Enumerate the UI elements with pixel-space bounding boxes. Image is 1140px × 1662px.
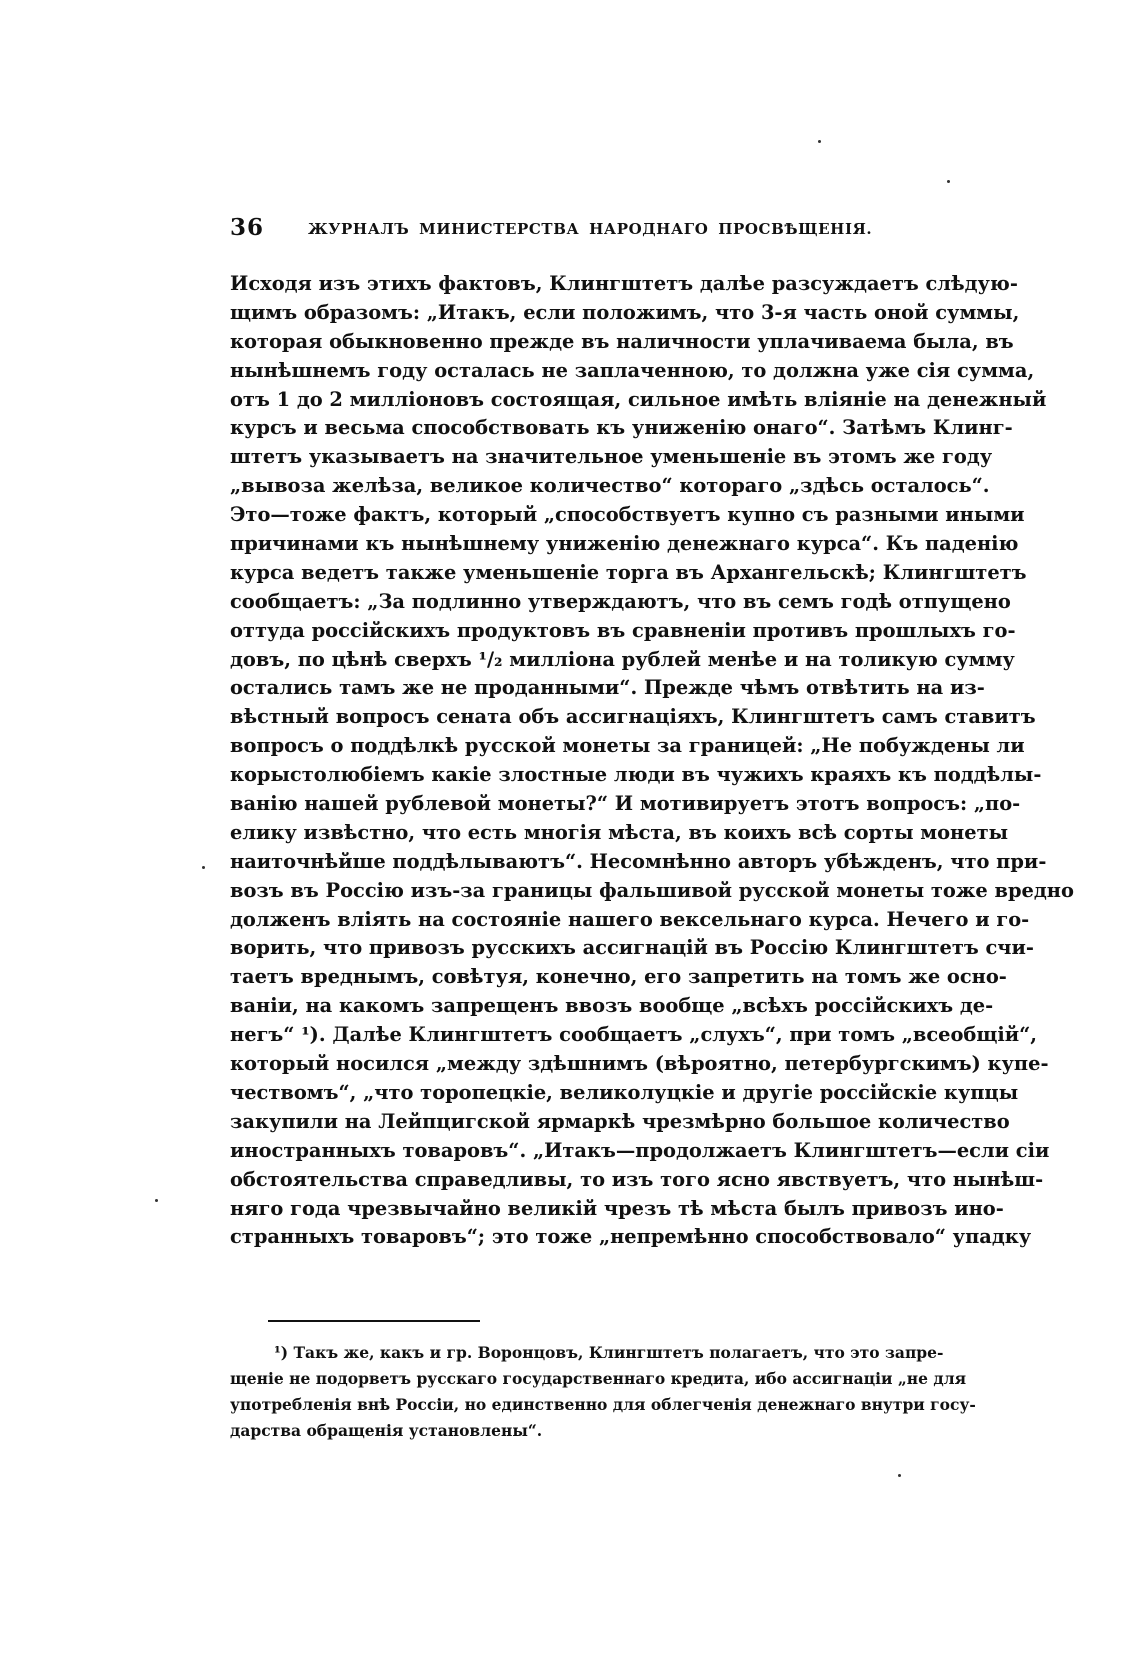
text-line: таетъ вреднымъ, совѣтуя, конечно, его запретить на томъ же осно- <box>230 965 1007 989</box>
scan-speck <box>202 866 205 869</box>
text-line: который носился „между здѣшнимъ (вѣроятно, петербургскимъ) купе- <box>230 1052 1049 1076</box>
text-line: возъ въ Россію изъ-за границы фальшивой русской монеты тоже вредно <box>230 878 1074 902</box>
text-line: „вывоза желѣза, великое количество“ котораго „здѣсь осталось“. <box>230 474 990 498</box>
text-line: няго года чрезвычайно великій чрезъ тѣ мѣста былъ привозъ ино- <box>230 1196 1004 1220</box>
text-line: сообщаетъ: „За подлинно утверждаютъ, что въ семъ годѣ отпущено <box>230 589 1011 613</box>
text-line: вѣстный вопросъ сената объ ассигнаціяхъ, Клингштетъ самъ ставитъ <box>230 705 1036 729</box>
text-line: негъ“ ¹). Далѣе Клингштетъ сообщаетъ „слухъ“, при томъ „всеобщій“, <box>230 1023 1037 1047</box>
scan-speck <box>818 140 821 143</box>
scan-speck <box>898 1474 901 1477</box>
footnote-divider <box>268 1320 480 1322</box>
scan-speck <box>947 180 950 183</box>
text-line: ванію нашей рублевой монеты?“ И мотивируетъ этотъ вопросъ: „по- <box>230 792 1021 816</box>
text-line: чествомъ“, „что торопецкіе, великолуцкіе и другіе россійскіе купцы <box>230 1080 1019 1104</box>
text-line: оттуда россійскихъ продуктовъ въ сравненіи противъ прошлыхъ го- <box>230 618 1016 642</box>
text-line: вопросъ о поддѣлкѣ русской монеты за границей: „Не побуждены ли <box>230 734 1025 758</box>
text-line: ваніи, на какомъ запрещенъ ввозъ вообще „всѣхъ россійскихъ де- <box>230 994 994 1018</box>
running-head: ЖУРНАЛЪ МИНИСТЕРСТВА НАРОДНАГО ПРОСВѢЩЕНІЯ. <box>308 220 873 238</box>
text-line: которая обыкновенно прежде въ наличности уплачиваема была, въ <box>230 329 1014 353</box>
text-line: Исходя изъ этихъ фактовъ, Клингштетъ далѣе разсуждаетъ слѣдую- <box>230 272 1018 295</box>
page-header <box>230 214 930 250</box>
text-line: обстоятельства справедливы, то изъ того ясно явствуетъ, что нынѣш- <box>230 1167 1044 1191</box>
text-line: курсъ и весьма способствовать къ униженію онаго“. Затѣмъ Клинг- <box>230 416 1013 440</box>
text-line: щимъ образомъ: „Итакъ, если положимъ, что 3-я часть оной суммы, <box>230 300 1020 324</box>
text-line: ворить, что привозъ русскихъ ассигнацій въ Россію Клингштетъ счи- <box>230 936 1034 960</box>
text-line: курса ведетъ также уменьшеніе торга въ Архангельскѣ; Клингштетъ <box>230 560 1027 584</box>
footnote-line: щеніе не подорветъ русскаго государственнаго кредита, ибо ассигнаціи „не для <box>230 1369 967 1388</box>
body-text <box>230 270 1074 1252</box>
text-line: долженъ вліять на состояніе нашего вексельнаго курса. Нечего и го- <box>230 907 1030 931</box>
footnote-line: ¹) Такъ же, какъ и гр. Воронцовъ, Клингштетъ полагаетъ, что это запре- <box>274 1343 944 1362</box>
text-line: Это—тоже фактъ, который „способствуетъ купно съ разными иными <box>230 503 1025 527</box>
text-line: штетъ указываетъ на значительное уменьшеніе въ этомъ же году <box>230 445 993 469</box>
text-line: остались тамъ же не проданными“. Прежде чѣмъ отвѣтить на из- <box>230 676 985 700</box>
footnote-line: дарства обращенія установлены“. <box>230 1421 543 1440</box>
text-line: закупили на Лейпцигской ярмаркѣ чрезмѣрно большое количество <box>230 1109 1010 1133</box>
text-line: корыстолюбіемъ какіе злостные люди въ чужихъ краяхъ къ поддѣлы- <box>230 763 1042 787</box>
text-line: иностранныхъ товаровъ“. „Итакъ—продолжаетъ Клингштетъ—если сіи <box>230 1138 1050 1162</box>
text-line: довъ, по цѣнѣ сверхъ ¹/₂ милліона рублей менѣе и на толикую сумму <box>230 647 1015 671</box>
page-number: 36 <box>230 214 265 241</box>
scan-speck <box>155 1199 158 1202</box>
text-line: отъ 1 до 2 милліоновъ состоящая, сильное имѣть вліяніе на денежный <box>230 387 1047 411</box>
footnote-line: употребленія внѣ Россіи, но единственно для облегченія денежнаго внутри госу- <box>230 1395 976 1414</box>
text-line: наиточнѣйше поддѣлываютъ“. Несомнѣнно авторъ убѣжденъ, что при- <box>230 849 1047 873</box>
text-line: странныхъ товаровъ“; это тоже „непремѣнно способствовало“ упадку <box>230 1225 1032 1249</box>
footnote <box>230 1340 976 1444</box>
text-line: нынѣшнемъ году осталась не заплаченною, то должна уже сія сумма, <box>230 358 1035 382</box>
text-line: елику извѣстно, что есть многія мѣста, въ коихъ всѣ сорты монеты <box>230 820 1009 844</box>
text-line: причинами къ нынѣшнему униженію денежнаго курса“. Къ паденію <box>230 532 1019 556</box>
